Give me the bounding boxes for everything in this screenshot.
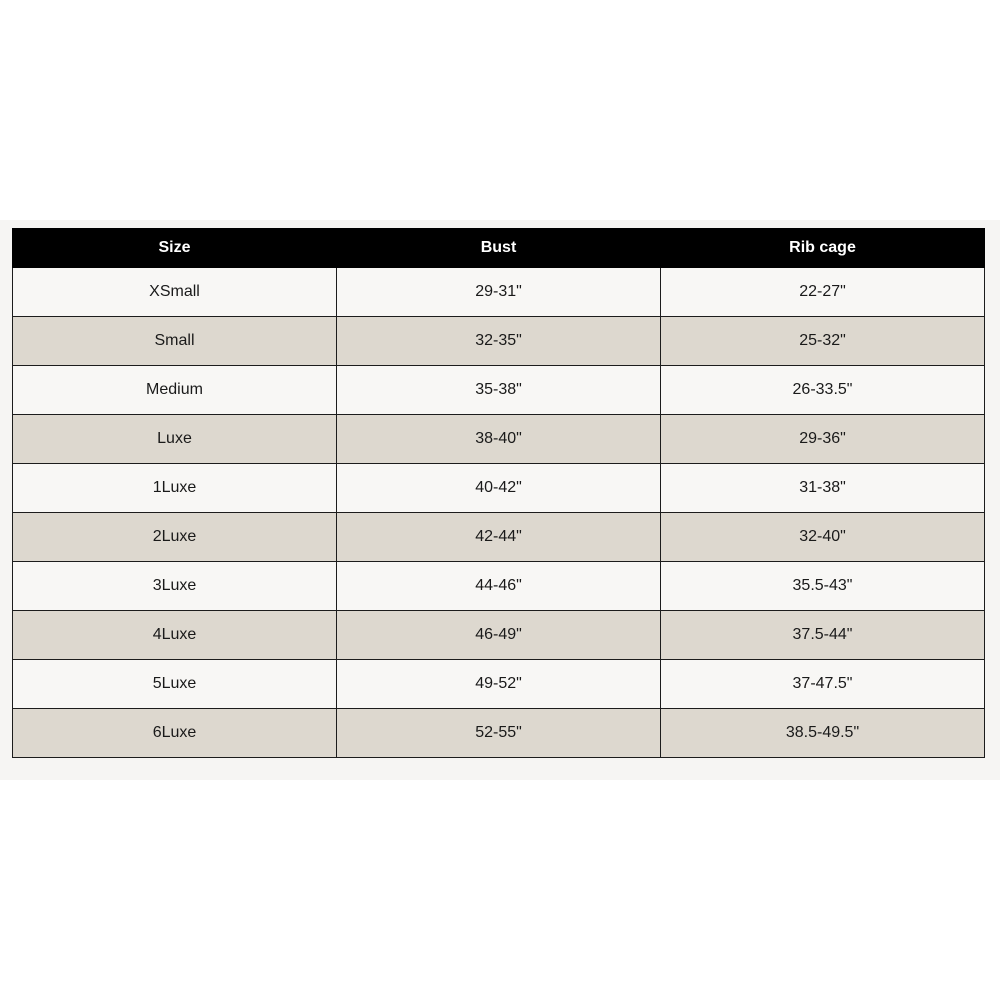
table-row (13, 366, 985, 415)
rib-cage-cell: 37-47.5" (661, 660, 985, 709)
size-cell: 5Luxe (13, 660, 337, 709)
size-cell: 6Luxe (13, 709, 337, 758)
rib-cage-cell: 38.5-49.5" (661, 709, 985, 758)
rib-cage-cell: 35.5-43" (661, 562, 985, 611)
table-row (13, 562, 985, 611)
table-row (13, 660, 985, 709)
rib-cage-cell: 22-27" (661, 268, 985, 317)
table-row (13, 415, 985, 464)
size-cell: Medium (13, 366, 337, 415)
bust-cell: 35-38" (337, 366, 661, 415)
table-row (13, 464, 985, 513)
bust-cell: 38-40" (337, 415, 661, 464)
table-row (13, 611, 985, 660)
rib-cage-cell: 25-32" (661, 317, 985, 366)
table-row (13, 709, 985, 758)
bust-cell: 42-44" (337, 513, 661, 562)
bust-cell: 49-52" (337, 660, 661, 709)
size-cell: 1Luxe (13, 464, 337, 513)
rib-cage-cell: 37.5-44" (661, 611, 985, 660)
bust-cell: 40-42" (337, 464, 661, 513)
size-cell: Small (13, 317, 337, 366)
bust-cell: 32-35" (337, 317, 661, 366)
bust-cell: 46-49" (337, 611, 661, 660)
table-row (13, 268, 985, 317)
size-chart-table (12, 228, 985, 758)
size-cell: 3Luxe (13, 562, 337, 611)
header-bust: Bust (337, 229, 661, 268)
bust-cell: 29-31" (337, 268, 661, 317)
size-cell: Luxe (13, 415, 337, 464)
header-rib-cage: Rib cage (661, 229, 985, 268)
header-size: Size (13, 229, 337, 268)
rib-cage-cell: 32-40" (661, 513, 985, 562)
rib-cage-cell: 29-36" (661, 415, 985, 464)
table-row (13, 513, 985, 562)
bust-cell: 44-46" (337, 562, 661, 611)
rib-cage-cell: 26-33.5" (661, 366, 985, 415)
size-cell: XSmall (13, 268, 337, 317)
rib-cage-cell: 31-38" (661, 464, 985, 513)
size-cell: 2Luxe (13, 513, 337, 562)
table-row (13, 317, 985, 366)
bust-cell: 52-55" (337, 709, 661, 758)
table-header-row (13, 229, 985, 268)
size-cell: 4Luxe (13, 611, 337, 660)
